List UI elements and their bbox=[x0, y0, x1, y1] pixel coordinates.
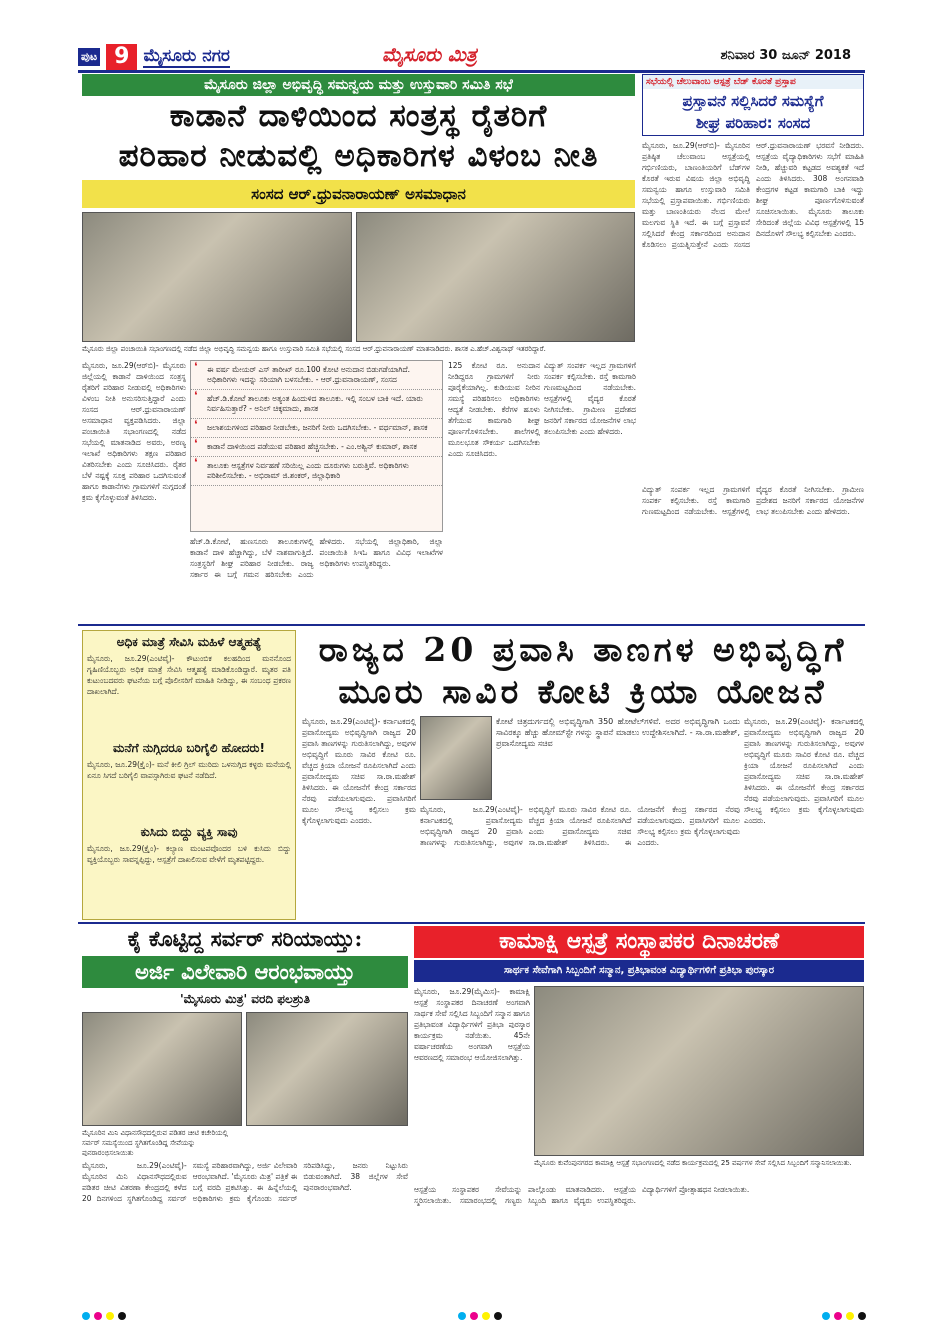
brief-body-3: ಮೈಸೂರು, ಜೂ.29(ಕ್ರೈಂ)- ಕಲ್ಯಾಣ ಮಂಟಪವೊಂದರ ಬಳಿ ಕುಸಿದು ಬಿದ್ದು ವ್ಯಕ್ತಿಯೊಬ್ಬರು ಸಾವನ್ನಪ್ಪಿದ್ದು, ಆಸ್ಪತ್ರೆಗೆ ದಾಖಲಿಸುವ ವೇಳೆಗೆ ಮೃತಪಟ್ಟಿದ್ದರು. bbox=[87, 844, 291, 864]
quote-item: ❛ ತಾಲೂಕು ಆಸ್ಪತ್ರೆಗಳ ನಿರ್ವಹಣೆ ಸರಿಯಿಲ್ಲ ಎಂದು ದೂರುಗಳು ಬರುತ್ತಿವೆ. ಅಧಿಕಾರಿಗಳು ಪರಿಶೀಲಿಸಬೇಕು. - ಅಭಿರಾಮ್ ಜಿ.ಶಂಕರ್, ಜಿಲ್ಲಾಧಿಕಾರಿ bbox=[191, 457, 442, 486]
section-name: ಮೈಸೂರು ನಗರ bbox=[143, 46, 230, 66]
registration-marks-left bbox=[80, 1312, 128, 1320]
sidebar-header bbox=[642, 74, 864, 136]
lead-body-col4: ವಿದ್ಯುತ್ ಸಂಪರ್ಕ ಇಲ್ಲದ ಗ್ರಾಮಗಳಿಗೆ ಸಂಪರ್ಕ ಕಲ್ಪಿಸಬೇಕು. ರಸ್ತೆ ಕಾಮಗಾರಿ ಗುಣಮಟ್ಟದಿಂದ ನಡೆಯಬೇಕು. ಆಸ್ಪತ್ರೆಗಳಲ್ಲಿ ವೈದ್ಯರ ಕೊರತೆ ನೀಗಿಸಬೇಕು. ಗ್ರಾಮೀಣ ಪ್ರದೇಶದ ಜನರಿಗೆ ಸರ್ಕಾರದ ಯೋಜನೆಗಳ ಲಾಭ ತಲುಪಿಸಬೇಕು ಎಂದು ಹೇಳಿದರು. bbox=[544, 361, 636, 436]
lead-photo-right bbox=[356, 212, 635, 342]
page-header-left bbox=[78, 44, 230, 70]
tourism-headline-1: ರಾಜ್ಯದ 20 ಪ್ರವಾಸಿ ತಾಣಗಳ ಅಭಿವೃದ್ಧಿಗೆ bbox=[318, 630, 848, 669]
lead-body-col3: 125 ಕೋಟಿ ರೂ. ಅನುದಾನ ನೀಡಿದ್ದರೂ ಗ್ರಾಮಗಳಿಗೆ ನೀರು ಪೂರೈಕೆಯಾಗಿಲ್ಲ. ಕುಡಿಯುವ ನೀರಿನ ಸಮಸ್ಯೆ ಪರಿಹರಿಸಲು ಅಧಿಕಾರಿಗಳು ಆದ್ಯತೆ ನೀಡಬೇಕು. ಕೆರೆಗಳ ಹೂಳು ತೆಗೆಯುವ ಕಾಮಗಾರಿ ಶೀಘ್ರ ಪೂರ್ಣಗೊಳಿಸಬೇಕು. ಶಾಲೆಗಳಲ್ಲಿ ಮೂಲಭೂತ ಸೌಕರ್ಯ ಒದಗಿಸಬೇಕು ಎಂದು ಸೂಚಿಸಿದರು. bbox=[448, 361, 540, 458]
brief-body-1: ಮೈಸೂರು, ಜೂ.29(ಎಂಟಿವೈ)- ಕೌಟುಂಬಿಕ ಕಲಹದಿಂದ ಮನನೊಂದ ಗೃಹಿಣಿಯೊಬ್ಬರು ಅಧಿಕ ಮಾತ್ರೆ ಸೇವಿಸಿ ಆತ್ಮಹತ್ಯೆ ಮಾಡಿಕೊಂಡಿದ್ದಾರೆ. ಮೃತರ ಪತಿ ಕುಟುಂಬದವರು ಘಟನೆಯ ಬಗ್ಗೆ ಪೊಲೀಸರಿಗೆ ಮಾಹಿತಿ ನೀಡಿದ್ದು, ಈ ಸಂಬಂಧ ಪ್ರಕರಣ ದಾಖಲಾಗಿದೆ. bbox=[87, 654, 291, 696]
server-kicker: 'ಮೈಸೂರು ಮಿತ್ರ' ವರದಿ ಫಲಶ್ರುತಿ bbox=[179, 992, 311, 1006]
server-photo-right bbox=[246, 1012, 408, 1126]
quote-item: ❛ ಈ ವರ್ಷ ಮೇಯರ್ ಎಸ್ ತಾರೀಖ್ ರೂ.100 ಕೋಟಿ ಅನುದಾನ ಬಿಡುಗಡೆಯಾಗಿದೆ. ಅಧಿಕಾರಿಗಳು ಇದನ್ನು ಸರಿಯಾಗಿ ಬಳಸಬೇಕು. - ಆರ್.ಧ್ರುವನಾರಾಯಣ್, ಸಂಸದ bbox=[191, 361, 442, 390]
server-photo-left bbox=[82, 1012, 242, 1126]
quote-item: ❛ ಜಲಾಶಯಗಳಿಂದ ಪರಿಹಾರ ನೀಡಬೇಕು, ಜನರಿಗೆ ನೀರು ಒದಗಿಸಬೇಕು. - ವರ್ಧಮಾನ್, ಶಾಸಕ bbox=[191, 419, 442, 438]
black-dot bbox=[118, 1312, 126, 1320]
registration-marks-right bbox=[820, 1312, 868, 1320]
sidebar-title-1: ಪ್ರಸ್ತಾವನೆ ಸಲ್ಲಿಸಿದರೆ ಸಮಸ್ಯೆಗೆ bbox=[682, 92, 824, 110]
black-dot bbox=[494, 1312, 502, 1320]
yellow-dot bbox=[106, 1312, 114, 1320]
sidebar-body-continued: ವಿದ್ಯುತ್ ಸಂಪರ್ಕ ಇಲ್ಲದ ಗ್ರಾಮಗಳಿಗೆ ಸಂಪರ್ಕ ಕಲ್ಪಿಸಬೇಕು. ರಸ್ತೆ ಕಾಮಗಾರಿ ಗುಣಮಟ್ಟದಿಂದ ನಡೆಯಬೇಕು. ಆಸ್ಪತ್ರೆಗಳಲ್ಲಿ ವೈದ್ಯರ ಕೊರತೆ ನೀಗಿಸಬೇಕು. ಗ್ರಾಮೀಣ ಪ್ರದೇಶದ ಜನರಿಗೆ ಸರ್ಕಾರದ ಯೋಜನೆಗಳ ಲಾಭ ತಲುಪಿಸಬೇಕು ಎಂದು ಹೇಳಿದರು. bbox=[642, 485, 864, 516]
tourism-quote: ಕೋಟೆ ಚಿತ್ರದುರ್ಗದಲ್ಲಿ ಅಭಿವೃದ್ಧಿಗಾಗಿ 350 ಹೋಟೆಲ್‌ಗಳಿವೆ. ಅದರ ಅಭಿವೃದ್ಧಿಗಾಗಿ ಒಂದು ಸಾವಿರಕ್ಕೂ ಹೆಚ್ಚು ಹೋಮ್‌ಸ್ಟೇ ಗಳನ್ನು ಸ್ಥಾಪನೆ ಮಾಡಲು ಉದ್ದೇಶಿಸಲಾಗಿದೆ. - ಸಾ.ರಾ.ಮಹೇಶ್, ಪ್ರವಾಸೋದ್ಯಮ ಸಚಿವ bbox=[496, 717, 740, 748]
lead-body-col1: ಮೈಸೂರು, ಜೂ.29(ಆರ್‌ಬಿ)- ಮೈಸೂರು ಜಿಲ್ಲೆಯಲ್ಲಿ ಕಾಡಾನೆ ದಾಳಿಯಿಂದ ಸಂತ್ರಸ್ಥ ರೈತರಿಗೆ ಪರಿಹಾರ ನೀಡುವಲ್ಲಿ ಅಧಿಕಾರಿಗಳು ವಿಳಂಬ ನೀತಿ ಅನುಸರಿಸುತ್ತಿದ್ದಾರೆ ಎಂದು ಸಂಸದ ಆರ್.ಧ್ರುವನಾರಾಯಣ್ ಅಸಮಾಧಾನ ವ್ಯಕ್ತಪಡಿಸಿದರು. ಜಿಲ್ಲಾ ಪಂಚಾಯಿತಿ ಸಭಾಂಗಣದಲ್ಲಿ ನಡೆದ ಸಭೆಯಲ್ಲಿ ಮಾತನಾಡಿದ ಅವರು, ಅರಣ್ಯ ಇಲಾಖೆ ಅಧಿಕಾರಿಗಳು ತಕ್ಷಣ ಪರಿಹಾರ ವಿತರಿಸಬೇಕು ಎಂದು ಸೂಚಿಸಿದರು. ರೈತರ ಬೆಳೆ ನಷ್ಟಕ್ಕೆ ಸೂಕ್ತ ಪರಿಹಾರ ಒದಗಿಸುವಂತೆ ಹಾಗೂ ಕಾಡಾನೆಗಳು ಗ್ರಾಮಗಳಿಗೆ ನುಗ್ಗದಂತೆ ಕ್ರಮ ಕೈಗೊಳ್ಳುವಂತೆ ತಿಳಿಸಿದರು. bbox=[82, 361, 186, 502]
kamakshi-subhead: ಸಾರ್ಥಕ ಸೇವೆಗಾಗಿ ಸಿಬ್ಬಂದಿಗೆ ಸನ್ಮಾನ, ಪ್ರತಿಭಾವಂತ ವಿದ್ಯಾರ್ಥಿಗಳಿಗೆ ಪ್ರತಿಭಾ ಪುರಸ್ಕಾರ bbox=[414, 960, 864, 982]
tourism-headline-2: ಮೂರು ಸಾವಿರ ಕೋಟಿ ಕ್ರಿಯಾ ಯೋಜನೆ bbox=[338, 672, 828, 711]
briefs-box bbox=[82, 630, 296, 920]
quotes-box bbox=[190, 360, 443, 532]
page-number: 9 bbox=[106, 44, 137, 70]
cyan-dot bbox=[458, 1312, 466, 1320]
magenta-dot bbox=[94, 1312, 102, 1320]
kamakshi-headline: ಕಾಮಾಕ್ಷಿ ಆಸ್ಪತ್ರೆ ಸಂಸ್ಥಾಪಕರ ದಿನಾಚರಣೆ bbox=[414, 926, 864, 958]
lead-body-col2: ಹೆಚ್.ಡಿ.ಕೋಟೆ, ಹುಣಸೂರು ತಾಲೂಕುಗಳಲ್ಲಿ ಕಾಡಾನೆ ದಾಳಿ ಹೆಚ್ಚಾಗಿದ್ದು, ಬೆಳೆ ನಾಶವಾಗುತ್ತಿದೆ. ಸಂತ್ರಸ್ಥರಿಗೆ ಶೀಘ್ರ ಪರಿಹಾರ ನೀಡಬೇಕು. ರಾಜ್ಯ ಸರ್ಕಾರ ಈ ಬಗ್ಗೆ ಗಮನ ಹರಿಸಬೇಕು ಎಂದು ಹೇಳಿದರು. ಸಭೆಯಲ್ಲಿ ಜಿಲ್ಲಾಧಿಕಾರಿ, ಜಿಲ್ಲಾ ಪಂಚಾಯಿತಿ ಸಿಇಓ ಹಾಗೂ ವಿವಿಧ ಇಲಾಖೆಗಳ ಅಧಿಕಾರಿಗಳು ಉಪಸ್ಥಿತರಿದ್ದರು. bbox=[190, 537, 443, 579]
page-tag: ಪುಟ bbox=[78, 48, 100, 66]
cyan-dot bbox=[82, 1312, 90, 1320]
server-headline-2: ಅರ್ಜಿ ವಿಲೇವಾರಿ ಆರಂಭವಾಯ್ತು bbox=[82, 956, 408, 988]
sidebar-kicker: ಸಭೆಯಲ್ಲಿ ಚೆಲುವಾಂಬ ಆಸ್ಪತ್ರೆ ಬೆಡ್ ಕೊರತೆ ಪ್ರಸ್ತಾಪ bbox=[643, 75, 863, 89]
server-headline-1: ಕೈ ಕೊಟ್ಟಿದ್ದ ಸರ್ವರ್ ಸರಿಯಾಯ್ತು: bbox=[127, 926, 363, 951]
registration-marks-center bbox=[456, 1312, 504, 1320]
yellow-dot bbox=[846, 1312, 854, 1320]
section-divider bbox=[78, 624, 865, 626]
minister-photo bbox=[420, 716, 492, 800]
brief-body-2: ಮೈಸೂರು, ಜೂ.29(ಕ್ರೈಂ)- ಮನೆ ಕೀಲಿ ಗ್ರಿಲ್ ಮುರಿದು ಒಳನುಗ್ಗಿದ ಕಳ್ಳರು ಮನೆಯಲ್ಲಿ ಏನೂ ಸಿಗದೆ ಬರಿಗೈಲಿ ವಾಪಸ್ಸಾಗಿರುವ ಘಟನೆ ನಡೆದಿದೆ. bbox=[87, 760, 291, 780]
cyan-dot bbox=[822, 1312, 830, 1320]
sidebar-title-2: ಶೀಘ್ರ ಪರಿಹಾರ: ಸಂಸದ bbox=[695, 114, 811, 132]
quote-item: ❛ ಹೆಚ್.ಡಿ.ಕೋಟೆ ತಾಲೂಕು ಅತ್ಯಂತ ಹಿಂದುಳಿದ ತಾಲೂಕು. ಇಲ್ಲಿ ಸಂಬಳ ಬಾಕಿ ಇದೆ. ಯಾರು ನಿರ್ವಹಿಸುತ್ತಾರೆ? - ಅನಿಲ್ ಚಿಕ್ಕಮಾದು, ಶಾಸಕ bbox=[191, 390, 442, 419]
sidebar-body: ಮೈಸೂರು, ಜೂ.29(ಆರ್‌ಬಿ)- ಮೈಸೂರಿನ ಪ್ರತಿಷ್ಠಿತ ಚೆಲುವಾಂಬ ಆಸ್ಪತ್ರೆಯಲ್ಲಿ ಗರ್ಭಿಣಿಯರು, ಬಾಣಂತಿಯರಿಗೆ ಬೆಡ್‌ಗಳ ಕೊರತೆ ಇರುವ ವಿಷಯ ಜಿಲ್ಲಾ ಅಭಿವೃದ್ಧಿ ಸಮನ್ವಯ ಹಾಗೂ ಉಸ್ತುವಾರಿ ಸಮಿತಿ ಸಭೆಯಲ್ಲಿ ಪ್ರಸ್ತಾಪವಾಯಿತು. ಗರ್ಭಿಣಿಯರು ಮತ್ತು ಬಾಣಂತಿಯರು ನೆಲದ ಮೇಲೆ ಮಲಗುವ ಸ್ಥಿತಿ ಇದೆ. ಈ ಬಗ್ಗೆ ಪ್ರಸ್ತಾವನೆ ಸಲ್ಲಿಸಿದರೆ ಕೇಂದ್ರ ಸರ್ಕಾರದಿಂದ ಅನುದಾನ ಕೊಡಿಸಲು ಪ್ರಯತ್ನಿಸುತ್ತೇನೆ ಎಂದು ಸಂಸದ ಆರ್.ಧ್ರುವನಾರಾಯಣ್ ಭರವಸೆ ನೀಡಿದರು. ಆಸ್ಪತ್ರೆಯ ವೈದ್ಯಾಧಿಕಾರಿಗಳು ಸಭೆಗೆ ಮಾಹಿತಿ ನೀಡಿ, ಹೆಚ್ಚುವರಿ ಕಟ್ಟಡದ ಅವಶ್ಯಕತೆ ಇದೆ ಎಂದು ತಿಳಿಸಿದರು. 308 ಅಂಗನವಾಡಿ ಕೇಂದ್ರಗಳ ಕಟ್ಟಡ ಕಾಮಗಾರಿ ಬಾಕಿ ಇದ್ದು ಶೀಘ್ರ ಪೂರ್ಣಗೊಳಿಸುವಂತೆ ಸೂಚಿಸಲಾಯಿತು. ಮೈಸೂರು ತಾಲೂಕು ಸೇರಿದಂತೆ ಜಿಲ್ಲೆಯ ವಿವಿಧ ಆಸ್ಪತ್ರೆಗಳಲ್ಲಿ 15 ದಿನದೊಳಗೆ ಸೌಲಭ್ಯ ಕಲ್ಪಿಸಬೇಕು ಎಂದರು. bbox=[642, 141, 864, 249]
section-divider bbox=[78, 922, 865, 924]
magenta-dot bbox=[834, 1312, 842, 1320]
quote-item: ❛ ಕಾಡಾನೆ ದಾಳಿಯಿಂದ ಪಡೆಯುವ ಪರಿಹಾರ ಹೆಚ್ಚಿಸಬೇಕು. - ಎಂ.ಅಶ್ವಿನ್ ಕುಮಾರ್, ಶಾಸಕ bbox=[191, 438, 442, 457]
masthead: ಮೈಸೂರು ಮಿತ್ರ bbox=[382, 44, 477, 66]
kamakshi-body-col2: ಆಸ್ಪತ್ರೆಯ ಸಂಸ್ಥಾಪಕರ ಸೇವೆಯನ್ನು ಸ್ಮರಿಸಲಾಯಿತು. ಸಮಾರಂಭದಲ್ಲಿ ಗಣ್ಯರು ಪಾಲ್ಗೊಂಡು ಮಾತನಾಡಿದರು. ಆಸ್ಪತ್ರೆಯ ಸಿಬ್ಬಂದಿ ಹಾಗೂ ವೈದ್ಯರು ಉಪಸ್ಥಿತರಿದ್ದರು. ವಿದ್ಯಾರ್ಥಿಗಳಿಗೆ ಪ್ರೋತ್ಸಾಹಧನ ನೀಡಲಾಯಿತು. bbox=[414, 1185, 750, 1205]
brief-headline-3: ಕುಸಿದು ಬಿದ್ದು ವ್ಯಕ್ತಿ ಸಾವು bbox=[140, 825, 238, 839]
lead-kicker: ಮೈಸೂರು ಜಿಲ್ಲಾ ಅಭಿವೃದ್ಧಿ ಸಮನ್ವಯ ಮತ್ತು ಉಸ್ತುವಾರಿ ಸಮಿತಿ ಸಭೆ bbox=[82, 74, 635, 96]
kamakshi-photo bbox=[534, 986, 864, 1156]
tourism-body-col3: ಮೈಸೂರು, ಜೂ.29(ಎಂಟಿವೈ)- ಕರ್ನಾಟಕದಲ್ಲಿ ಪ್ರವಾಸೋದ್ಯಮ ಅಭಿವೃದ್ಧಿಗಾಗಿ ರಾಜ್ಯದ 20 ಪ್ರವಾಸಿ ತಾಣಗಳನ್ನು ಗುರುತಿಸಲಾಗಿದ್ದು, ಅವುಗಳ ಅಭಿವೃದ್ಧಿಗೆ ಮೂರು ಸಾವಿರ ಕೋಟಿ ರೂ. ವೆಚ್ಚದ ಕ್ರಿಯಾ ಯೋಜನೆ ರೂಪಿಸಲಾಗಿದೆ ಎಂದು ಪ್ರವಾಸೋದ್ಯಮ ಸಚಿವ ಸಾ.ರಾ.ಮಹೇಶ್ ತಿಳಿಸಿದರು. ಈ ಯೋಜನೆಗೆ ಕೇಂದ್ರ ಸರ್ಕಾರದ ನೆರವು ಪಡೆಯಲಾಗುವುದು. ಪ್ರವಾಸಿಗರಿಗೆ ಮೂಲ ಸೌಲಭ್ಯ ಕಲ್ಪಿಸಲು ಕ್ರಮ ಕೈಗೊಳ್ಳಲಾಗುವುದು ಎಂದರು. bbox=[744, 717, 864, 825]
black-dot bbox=[858, 1312, 866, 1320]
lead-photo-left bbox=[82, 212, 352, 342]
tourism-body-col1: ಮೈಸೂರು, ಜೂ.29(ಎಂಟಿವೈ)- ಕರ್ನಾಟಕದಲ್ಲಿ ಪ್ರವಾಸೋದ್ಯಮ ಅಭಿವೃದ್ಧಿಗಾಗಿ ರಾಜ್ಯದ 20 ಪ್ರವಾಸಿ ತಾಣಗಳನ್ನು ಗುರುತಿಸಲಾಗಿದ್ದು, ಅವುಗಳ ಅಭಿವೃದ್ಧಿಗೆ ಮೂರು ಸಾವಿರ ಕೋಟಿ ರೂ. ವೆಚ್ಚದ ಕ್ರಿಯಾ ಯೋಜನೆ ರೂಪಿಸಲಾಗಿದೆ ಎಂದು ಪ್ರವಾಸೋದ್ಯಮ ಸಚಿವ ಸಾ.ರಾ.ಮಹೇಶ್ ತಿಳಿಸಿದರು. ಈ ಯೋಜನೆಗೆ ಕೇಂದ್ರ ಸರ್ಕಾರದ ನೆರವು ಪಡೆಯಲಾಗುವುದು. ಪ್ರವಾಸಿಗರಿಗೆ ಮೂಲ ಸೌಲಭ್ಯ ಕಲ್ಪಿಸಲು ಕ್ರಮ ಕೈಗೊಳ್ಳಲಾಗುವುದು ಎಂದರು. bbox=[302, 717, 416, 825]
lead-headline-1: ಕಾಡಾನೆ ದಾಳಿಯಿಂದ ಸಂತ್ರಸ್ಥ ರೈತರಿಗೆ bbox=[169, 98, 548, 134]
yellow-dot bbox=[482, 1312, 490, 1320]
lead-caption: ಮೈಸೂರು ಜಿಲ್ಲಾ ಪಂಚಾಯಿತಿ ಸಭಾಂಗಣದಲ್ಲಿ ನಡೆದ ಜಿಲ್ಲಾ ಅಭಿವೃದ್ಧಿ ಸಮನ್ವಯ ಹಾಗೂ ಉಸ್ತುವಾರಿ ಸಮಿತಿ ಸಭೆಯಲ್ಲಿ ಸಂಸದ ಆರ್.ಧ್ರುವನಾರಾಯಣ್ ಮಾತನಾಡಿದರು. ಶಾಸಕ ಎ.ಹೆಚ್.ವಿಶ್ವನಾಥ್ ಇತರರಿದ್ದಾರೆ. bbox=[82, 345, 546, 353]
magenta-dot bbox=[470, 1312, 478, 1320]
issue-date: ಶನಿವಾರ 30 ಜೂನ್ 2018 bbox=[720, 48, 851, 63]
server-body: ಮೈಸೂರು, ಜೂ.29(ಎಂಟಿವೈ)- ಮೈಸೂರಿನ ಮಿನಿ ವಿಧಾನಸೌಧದಲ್ಲಿರುವ ಪಡಿತರ ಚೀಟಿ ವಿತರಣಾ ಕೇಂದ್ರದಲ್ಲಿ ಕಳೆದ 20 ದಿನಗಳಿಂದ ಸ್ಥಗಿತಗೊಂಡಿದ್ದ ಸರ್ವರ್ ಸಮಸ್ಯೆ ಪರಿಹಾರವಾಗಿದ್ದು, ಅರ್ಜಿ ವಿಲೇವಾರಿ ಆರಂಭವಾಗಿದೆ. 'ಮೈಸೂರು ಮಿತ್ರ' ಪತ್ರಿಕೆ ಈ ಬಗ್ಗೆ ವರದಿ ಪ್ರಕಟಿಸಿತ್ತು. ಈ ಹಿನ್ನೆಲೆಯಲ್ಲಿ ಅಧಿಕಾರಿಗಳು ಕ್ರಮ ಕೈಗೊಂಡು ಸರ್ವರ್ ಸರಿಪಡಿಸಿದ್ದು, ಜನರು ನಿಟ್ಟುಸಿರು ಬಿಡುವಂತಾಗಿದೆ. 38 ಜಿಲ್ಲೆಗಳ ಸೇವೆ ಪುನರಾರಂಭವಾಗಿದೆ. bbox=[82, 1161, 408, 1203]
header-rule bbox=[78, 70, 865, 73]
kamakshi-caption: ಮೈಸೂರು ಕುವೆಂಪುನಗರದ ಕಾಮಾಕ್ಷಿ ಆಸ್ಪತ್ರೆ ಸಭಾಂಗಣದಲ್ಲಿ ನಡೆದ ಕಾರ್ಯಕ್ರಮದಲ್ಲಿ 25 ವರ್ಷಗಳ ಸೇವೆ ಸಲ್ಲಿಸಿದ ಸಿಬ್ಬಂದಿಗೆ ಸನ್ಮಾನಿಸಲಾಯಿತು. bbox=[534, 1159, 852, 1167]
server-caption: ಮೈಸೂರಿನ ಮಿನಿ ವಿಧಾನಸೌಧದಲ್ಲಿರುವ ಪಡಿತರ ಚೀಟಿ ಕಚೇರಿಯಲ್ಲಿ ಸರ್ವರ್ ಸಮಸ್ಯೆಯಿಂದ ಸ್ಥಗಿತಗೊಂಡಿದ್ದ ಸೇವೆಯನ್ನು ಪುನರಾರಂಭಿಸಲಾಯಿತು bbox=[82, 1129, 228, 1157]
tourism-body-col2: ಮೈಸೂರು, ಜೂ.29(ಎಂಟಿವೈ)- ಕರ್ನಾಟಕದಲ್ಲಿ ಪ್ರವಾಸೋದ್ಯಮ ಅಭಿವೃದ್ಧಿಗಾಗಿ ರಾಜ್ಯದ 20 ಪ್ರವಾಸಿ ತಾಣಗಳನ್ನು ಗುರುತಿಸಲಾಗಿದ್ದು, ಅವುಗಳ ಅಭಿವೃದ್ಧಿಗೆ ಮೂರು ಸಾವಿರ ಕೋಟಿ ರೂ. ವೆಚ್ಚದ ಕ್ರಿಯಾ ಯೋಜನೆ ರೂಪಿಸಲಾಗಿದೆ ಎಂದು ಪ್ರವಾಸೋದ್ಯಮ ಸಚಿವ ಸಾ.ರಾ.ಮಹೇಶ್ ತಿಳಿಸಿದರು. ಈ ಯೋಜನೆಗೆ ಕೇಂದ್ರ ಸರ್ಕಾರದ ನೆರವು ಪಡೆಯಲಾಗುವುದು. ಪ್ರವಾಸಿಗರಿಗೆ ಮೂಲ ಸೌಲಭ್ಯ ಕಲ್ಪಿಸಲು ಕ್ರಮ ಕೈಗೊಳ್ಳಲಾಗುವುದು ಎಂದರು. bbox=[420, 805, 740, 847]
kamakshi-body-col1: ಮೈಸೂರು, ಜೂ.29(ಮೈಮಿಸ)- ಕಾಮಾಕ್ಷಿ ಆಸ್ಪತ್ರೆ ಸಂಸ್ಥಾಪಕರ ದಿನಾಚರಣೆ ಅಂಗವಾಗಿ ಸಾರ್ಥಕ ಸೇವೆ ಸಲ್ಲಿಸಿದ ಸಿಬ್ಬಂದಿಗೆ ಸನ್ಮಾನ ಹಾಗೂ ಪ್ರತಿಭಾವಂತ ವಿದ್ಯಾರ್ಥಿಗಳಿಗೆ ಪ್ರತಿಭಾ ಪುರಸ್ಕಾರ ಕಾರ್ಯಕ್ರಮ ನಡೆಯಿತು. 45ನೇ ವರ್ಷಾಚರಣೆಯ ಅಂಗವಾಗಿ ಆಸ್ಪತ್ರೆಯ ಆವರಣದಲ್ಲಿ ಸಮಾರಂಭ ಆಯೋಜಿಸಲಾಗಿತ್ತು. bbox=[414, 987, 530, 1062]
lead-headline-2: ಪರಿಹಾರ ನೀಡುವಲ್ಲಿ ಅಧಿಕಾರಿಗಳ ವಿಳಂಬ ನೀತಿ bbox=[118, 138, 599, 174]
brief-headline-1: ಅಧಿಕ ಮಾತ್ರೆ ಸೇವಿಸಿ ಮಹಿಳೆ ಆತ್ಮಹತ್ಯೆ bbox=[116, 635, 262, 649]
lead-subhead: ಸಂಸದ ಆರ್.ಧ್ರುವನಾರಾಯಣ್ ಅಸಮಾಧಾನ bbox=[82, 180, 635, 208]
brief-headline-2: ಮನೆಗೆ ನುಗ್ಗಿದರೂ ಬರಿಗೈಲಿ ಹೋದರು! bbox=[113, 741, 265, 755]
